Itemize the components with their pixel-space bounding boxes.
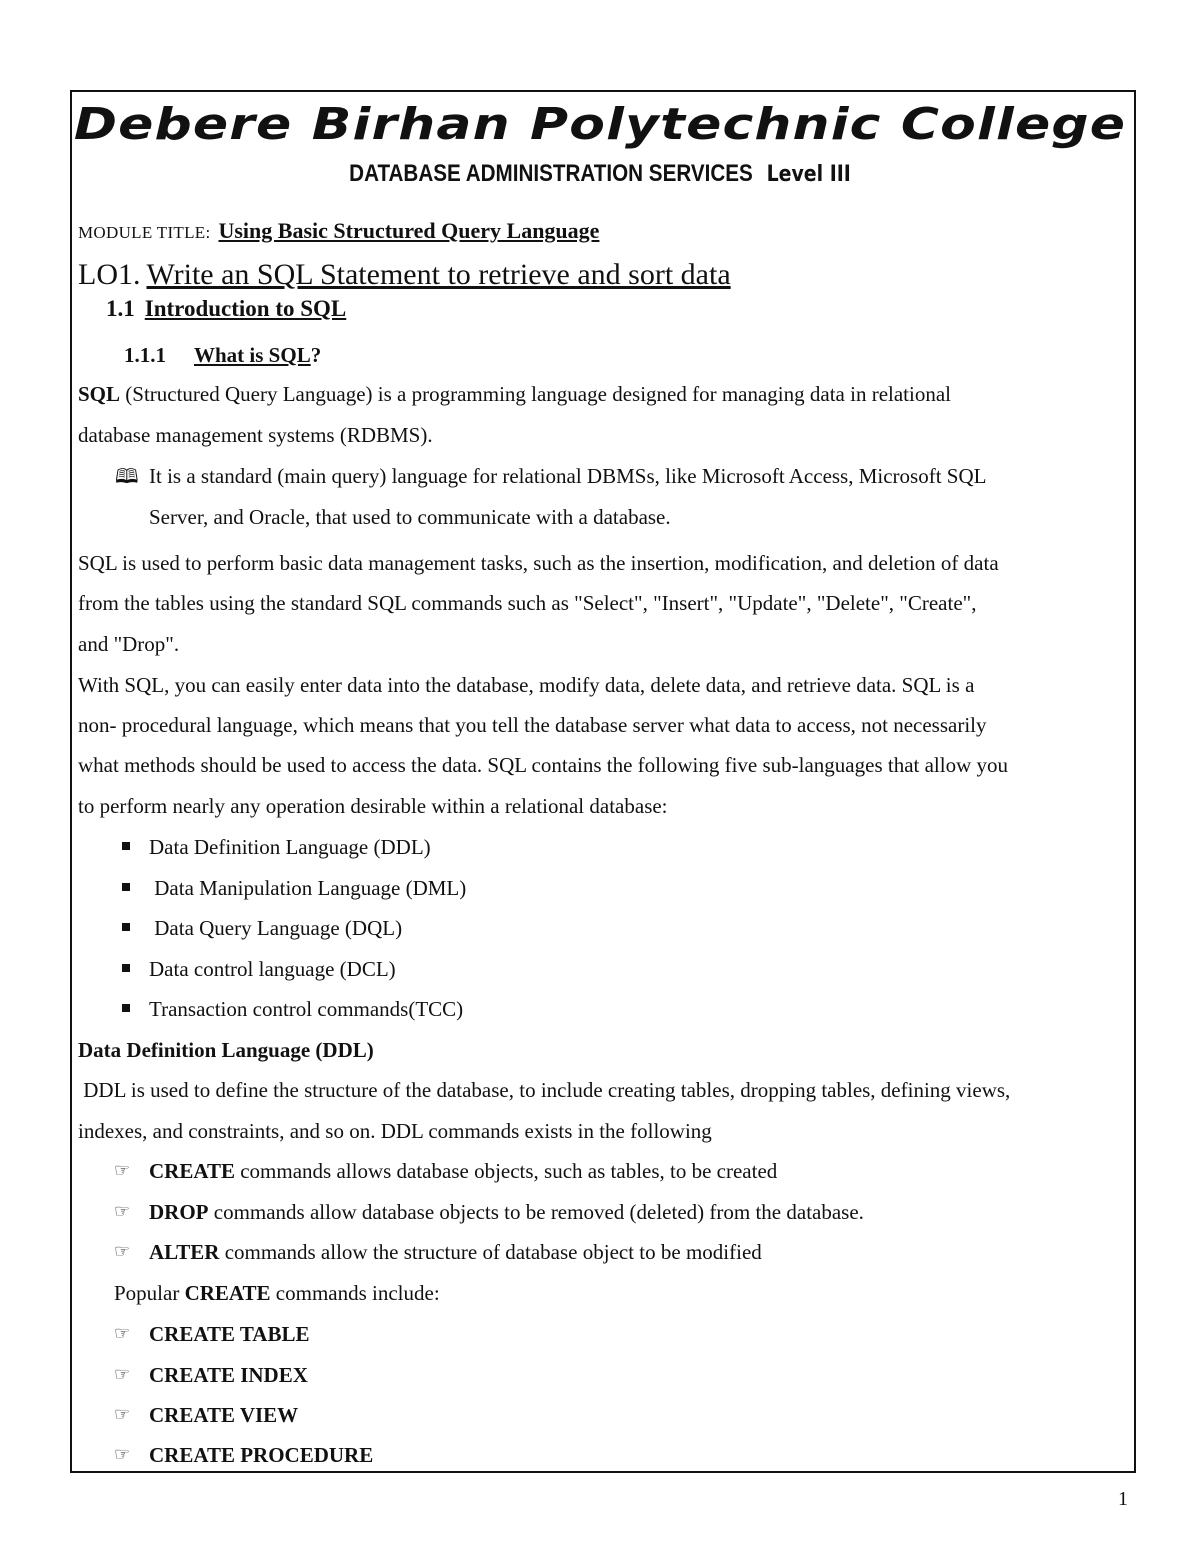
- command-description: commands allow database objects to be removed (deleted) from the database.: [208, 1200, 864, 1224]
- popular-suffix: commands include:: [270, 1281, 440, 1305]
- pointing-hand-icon: ☞: [114, 1201, 131, 1222]
- create-command-item: CREATE VIEW: [149, 1403, 299, 1427]
- section-title: Introduction to SQL: [144, 296, 347, 321]
- subsection-heading: [124, 342, 321, 368]
- create-command-item: CREATE TABLE: [149, 1322, 310, 1346]
- program-title: [84, 160, 1116, 189]
- command-item: [149, 1199, 864, 1225]
- square-bullet-icon: [122, 883, 130, 891]
- ddl-heading: Data Definition Language (DDL): [78, 1038, 374, 1062]
- paragraph-line: to perform nearly any operation desirable within a relational database:: [78, 794, 668, 818]
- note-line: Server, and Oracle, that used to communicate with a database.: [149, 505, 671, 529]
- pointing-hand-icon: ☞: [114, 1241, 131, 1262]
- module-title: Using Basic Structured Query Language: [218, 218, 600, 243]
- square-bullet-icon: [122, 842, 130, 850]
- square-bullet-icon: [122, 923, 130, 931]
- list-item: Data Manipulation Language (DML): [149, 876, 467, 900]
- module-title-line: [78, 218, 599, 246]
- program-name: DATABASE ADMINISTRATION SERVICES: [349, 160, 753, 187]
- command-description: commands allow the structure of database object to be modified: [219, 1240, 762, 1264]
- paragraph-line: [78, 381, 951, 407]
- command-keyword: DROP: [149, 1200, 209, 1224]
- command-item: [149, 1239, 762, 1265]
- create-command-item: CREATE PROCEDURE: [149, 1443, 374, 1467]
- square-bullet-icon: [122, 964, 130, 972]
- section-number: 1.1: [106, 296, 135, 321]
- module-title-label: MODULE TITLE:: [78, 223, 211, 242]
- create-command-item: CREATE INDEX: [149, 1363, 308, 1387]
- note-line: It is a standard (main query) language for relational DBMSs, like Microsoft Access, Microsoft SQL: [149, 464, 987, 488]
- sql-term: SQL: [78, 382, 121, 406]
- pointing-hand-icon: ☞: [114, 1364, 131, 1385]
- command-keyword: ALTER: [149, 1240, 220, 1264]
- sql-definition: (Structured Query Language) is a programming language designed for managing data in relational: [120, 382, 951, 406]
- college-name: Debere Birhan Polytechnic College: [73, 99, 1127, 150]
- square-bullet-icon: [122, 1004, 130, 1012]
- paragraph-line: database management systems (RDBMS).: [78, 423, 433, 447]
- pointing-hand-icon: ☞: [114, 1444, 131, 1465]
- popular-prefix: Popular: [114, 1281, 185, 1305]
- page-number: 1: [1118, 1488, 1128, 1510]
- paragraph-line: With SQL, you can easily enter data into the database, modify data, delete data, and retrieve data. SQL is a: [78, 673, 975, 697]
- list-item: Data control language (DCL): [149, 957, 396, 981]
- subsection-number: 1.1.1: [124, 343, 166, 367]
- paragraph-line: indexes, and constraints, and so on. DDL commands exists in the following: [78, 1119, 712, 1143]
- popular-create-line: [114, 1280, 440, 1306]
- popular-keyword: CREATE: [184, 1281, 271, 1305]
- paragraph-line: what methods should be used to access the data. SQL contains the following five sub-languages that allow you: [78, 753, 1009, 777]
- lo-title: Write an SQL Statement to retrieve and sort data: [146, 258, 731, 291]
- list-item: Transaction control commands(TCC): [149, 997, 464, 1021]
- subsection-suffix: ?: [310, 343, 322, 367]
- learning-outcome-heading: [78, 258, 731, 292]
- command-description: commands allows database objects, such as tables, to be created: [234, 1159, 778, 1183]
- paragraph-line: non- procedural language, which means that you tell the database server what data to access, not necessarily: [78, 713, 987, 737]
- list-item: Data Definition Language (DDL): [149, 835, 431, 859]
- program-level: Level III: [766, 162, 851, 187]
- command-keyword: CREATE: [149, 1159, 235, 1183]
- command-item: [149, 1158, 777, 1184]
- pointing-hand-icon: ☞: [114, 1404, 131, 1425]
- pointing-hand-icon: ☞: [114, 1160, 131, 1181]
- paragraph-line: and "Drop".: [78, 632, 180, 656]
- section-heading: [106, 296, 346, 322]
- pointing-hand-icon: ☞: [114, 1323, 131, 1344]
- paragraph-line: DDL is used to define the structure of the database, to include creating tables, dropping tables, defining views,: [78, 1078, 1011, 1102]
- list-item: Data Query Language (DQL): [149, 916, 403, 940]
- paragraph-line: SQL is used to perform basic data management tasks, such as the insertion, modification, and deletion of data: [78, 551, 999, 575]
- book-icon: 🕮: [115, 464, 139, 488]
- paragraph-line: from the tables using the standard SQL commands such as "Select", "Insert", "Update", "Delete", "Create",: [78, 591, 977, 615]
- lo-number: LO1.: [78, 258, 141, 291]
- subsection-title: What is SQL: [194, 343, 311, 367]
